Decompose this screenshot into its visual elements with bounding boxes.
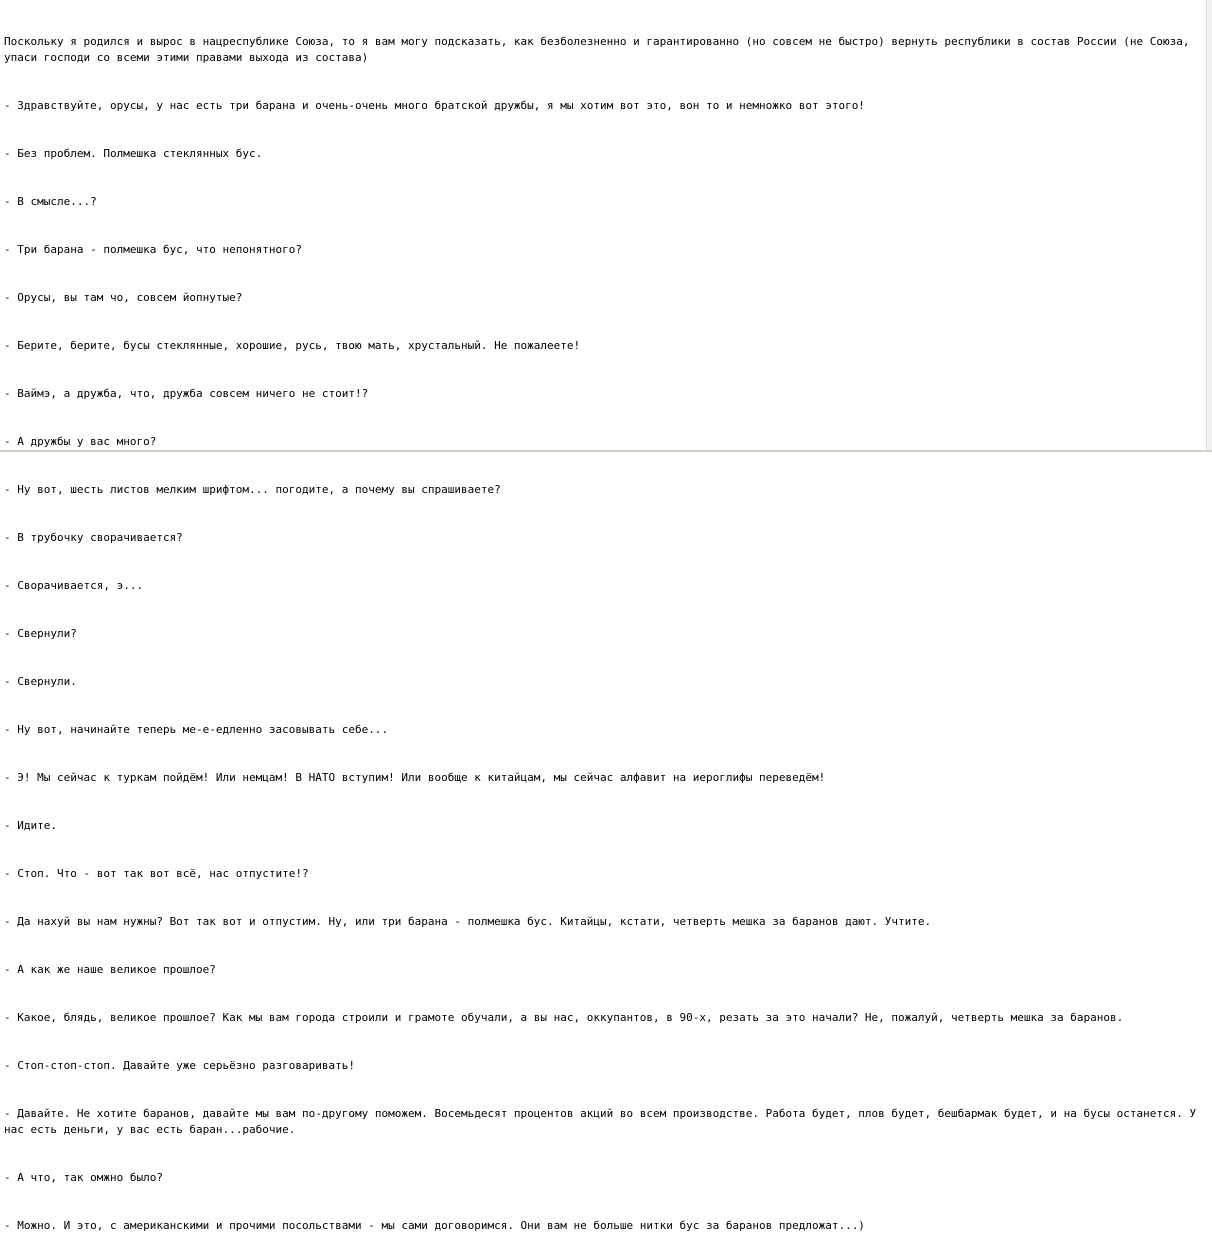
dialogue-line: - Ну вот, начинайте теперь ме-е-едленно засовывать себе... — [4, 723, 389, 736]
dialogue-line: - Какое, блядь, великое прошлое? Как мы вам города строили и грамоте обучали, а вы нас, оккупантов, в 90-х, резать за это начали? Не, пожалуй, четверть мешка за баранов. — [4, 1011, 1124, 1024]
dialogue-line: - Ваймэ, а дружба, что, дружба совсем ничего не стоит!? — [4, 387, 369, 400]
dialogue-line: - Орусы, вы там чо, совсем йопнутые? — [4, 291, 243, 304]
dialogue-line: - Можно. И это, с американскими и прочими посольствами - мы сами договоримся. Они вам не больше нитки бус за баранов предложат...) — [4, 1219, 865, 1232]
dialogue-line: - Ну вот, шесть листов мелким шрифтом... погодите, а почему вы спрашиваете? — [4, 483, 501, 496]
paragraph-intro: Поскольку я родился и вырос в нацреспублике Союза, то я вам могу подсказать, как безболезненно и гарантированно (но совсем не быстро) вернуть республики в состав России (не Союза, упаси господи со всеми этими правами выхода из состава) — [4, 35, 1197, 64]
dialogue-line: - Стоп. Что - вот так вот всё, нас отпустите!? — [4, 867, 309, 880]
dialogue-line: - Идите. — [4, 819, 57, 832]
dialogue-line: - Сворачивается, э... — [4, 579, 144, 592]
dialogue-line: - Давайте. Не хотите баранов, давайте мы вам по-другому поможем. Восемьдесят процентов акций во всем производстве. Работа будет, плов будет, бешбармак будет, и на бусы останется. У нас есть деньги, у вас есть баран...рабочие. — [4, 1107, 1203, 1136]
scrollbar-track[interactable] — [1206, 0, 1212, 452]
dialogue-line: - Свернули? — [4, 627, 77, 640]
dialogue-line: - А дружбы у вас много? — [4, 435, 157, 448]
dialogue-line: - А что, так омжно было? — [4, 1171, 163, 1184]
dialogue-line: - Стоп-стоп-стоп. Давайте уже серьёзно разговаривать! — [4, 1059, 355, 1072]
dialogue-line: - Три барана - полмешка бус, что непонятного? — [4, 243, 303, 256]
dialogue-line: - В трубочку сворачивается? — [4, 531, 183, 544]
dialogue-line: - А как же наше великое прошлое? — [4, 963, 216, 976]
dialogue-line: - Берите, берите, бусы стеклянные, хорошие, русь, твою мать, хрустальный. Не пожалеете! — [4, 339, 581, 352]
dialogue-line: - Здравствуйте, орусы, у нас есть три барана и очень-очень много братской дружбы, я мы хотим вот это, вон то и немножко вот этого! — [4, 99, 865, 112]
dialogue-line: - Без проблем. Полмешка стеклянных бус. — [4, 147, 263, 160]
window-bottom-border — [0, 450, 1212, 452]
dialogue-line: - Э! Мы сейчас к туркам пойдём! Или немцам! В НАТО вступим! Или вообще к китайцам, мы сейчас алфавит на иероглифы переведём! — [4, 771, 826, 784]
dialogue-line: - Свернули. — [4, 675, 77, 688]
dialogue-line: - В смысле...? — [4, 195, 97, 208]
dialogue-line: - Да нахуй вы нам нужны? Вот так вот и отпустим. Ну, или три барана - полмешка бус. Китайцы, кстати, четверть мешка за баранов дают. Учтите. — [4, 915, 932, 928]
